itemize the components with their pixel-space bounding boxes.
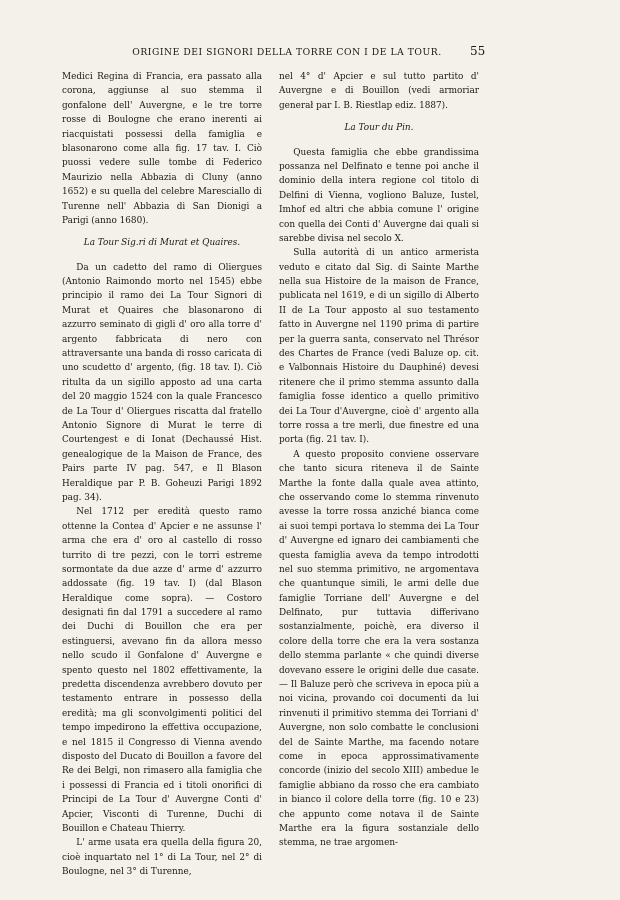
right-column — [279, 70, 479, 851]
section-heading-murat: La Tour Sig.ri di Murat et Quaires. — [83, 238, 241, 249]
page-number: 55 — [470, 44, 486, 58]
left-paragraph-4: L' arme usata era quella della figura 20, cioè inquartato nel 1° di La Tour, nel 2° di Boulogne, nel 3° di Turenne, — [62, 838, 262, 878]
right-paragraph-4: A questo proposito conviene osservare che tanto sicura riteneva il de Sainte Marthe la fonte dalla quale avea attinto, che osservando come lo stemma rinvenuto avesse la torre rossa anziché bianca come ai suoi tempi portava lo stemma dei La Tour d' Auvergne ed ignaro dei cambiamenti che questa famiglia aveva da tempo introdotti nel suo stemma primitivo, ne argomentava che quantunque simili, le armi delle due famiglie Torriane dell' Auvergne e del Delfinato, pur tuttavia differivano sostanzialmente, poichè, era diverso il colore della torre che era la vera sostanza dello stemma parlante « che quindi diverse dovevano essere le origini delle due casate. — Il Baluze però che scriveva in epoca più a noi vicina, provando coi documenti da lui rinvenuti il primitivo stemma dei Torriani d' Auvergne, non solo combatte le conclusioni del de Sainte Marthe, ma facendo notare come in epoca approssimativamente concorde (inizio del secolo XIII) ambedue le famiglie abbiano da rosso che era cambiato in bianco il colore della torre (fig. 10 e 23) che appunto come notava il de Sainte Marthe era la figura sostanziale dello stemma, ne trae argomen- — [279, 449, 479, 849]
left-paragraph-3: Nel 1712 per eredità questo ramo ottenne la Contea d' Apcier e ne assunse l' arma che era d' oro al castello di rosso turrito di tre pezzi, con le torri estreme sormontate da due azze d' arme d' azzurro addossate (fig. 19 tav. I) (dal Blason Heraldique come sopra). — Costoro designati fin dal 1791 a succedere al ramo dei Duchi di Bouillon che era per estinguersi, avevano fin da allora messo nello scudo il Gonfalone d' Auvergne e spento questo nel 1802 effettivamente, la predetta discendenza avrebbero dovuto per testamento entrare in possesso della eredità; ma gli sconvolgimenti politici del tempo impedirono la effettiva occupazione, e nel 1815 il Congresso di Vienna avendo disposto del Ducato di Bouillon a favore del Re dei Belgi, non rimasero alla famiglia che i possessi di Francia ed i titoli onorifici di Principi de La Tour d' Auvergne Conti d' Apcier, Visconti di Turenne, Duchi di Bouillon e Chateau Thierry. — [62, 507, 262, 834]
right-paragraph-1: nel 4° d' Apcier e sul tutto partito d' Auvergne e di Bouillon (vedi armoriar generał par I. B. Riestlap ediz. 1887). — [279, 72, 479, 111]
left-column — [62, 70, 262, 879]
running-title: ORIGINE DEI SIGNORI DELLA TORRE CON I DE LA TOUR. — [132, 47, 442, 58]
left-paragraph-1: Medici Regina di Francia, era passato alla corona, aggiunse al suo stemma il gonfalone dell' Auvergne, e le tre torre rosse di Boulogne che erano inerenti ai riacquistati possessi della famiglia e blasonarono come alla fig. 17 tav. I. Ciò puossi vedere sulle tombe di Federico Maurizio nella Abbazia di Cluny (anno 1652) e su quella del celebre Maresciallo di Turenne nell' Abbazia di San Dionigi a Parigi (anno 1680). — [62, 72, 262, 226]
section-heading-pin: La Tour du Pin. — [344, 123, 414, 134]
left-paragraph-2: Da un cadetto del ramo di Oliergues (Antonio Raimondo morto nel 1545) ebbe principio il ramo dei La Tour Signori di Murat et Quaires che blasonarono di azzurro seminato di gigli d' oro alla torre d' argento fabbricata di nero con attraversante una banda di rosso caricata di uno scudetto d' argento, (fig. 18 tav. I). Ciò ritulta da un sigillo apposto ad una carta del 20 maggio 1524 con la quale Francesco de La Tour d' Oliergues riscatta dal fratello Antonio Signore di Murat le terre di Courtengest e di Ionat (Dechaussé Hist. genealogique de la Maison de France, des Pairs parte IV pag. 547, e Il Blason Heraldique par P. B. Goheuzi Parigi 1892 pag. 34). — [62, 262, 262, 503]
right-paragraph-2: Questa famiglia che ebbe grandissima possanza nel Delfinato e tenne poi anche il dominio della intera regione col titolo di Delfini di Vienna, vogliono Baluze, Iustel, Imhof ed altri che abbia comune l' origine con quella dei Conti d' Auvergne dai quali si sarebbe divisa nel secolo X. — [279, 147, 479, 244]
right-paragraph-3: Sulla autorità di un antico armerista veduto e citato dal Sig. di Sainte Marthe nella sua Histoire de la maison de France, publicata nel 1619, e di un sigillo di Alberto II de La Tour apposto al suo testamento fatto in Auvergne nel 1190 prima di partire per la guerra santa, conservato nel Thrésor des Chartes de France (vedi Baluze op. cit. e Valbonnais Histoire du Dauphiné) devesi ritenere che il primo stemma assunto dalla famiglia fosse identico a quello primitivo dei La Tour d'Auvergne, cioè d' argento alla torre rossa a tre merli, due finestre ed una porta (fig. 21 tav. I). — [279, 248, 479, 446]
